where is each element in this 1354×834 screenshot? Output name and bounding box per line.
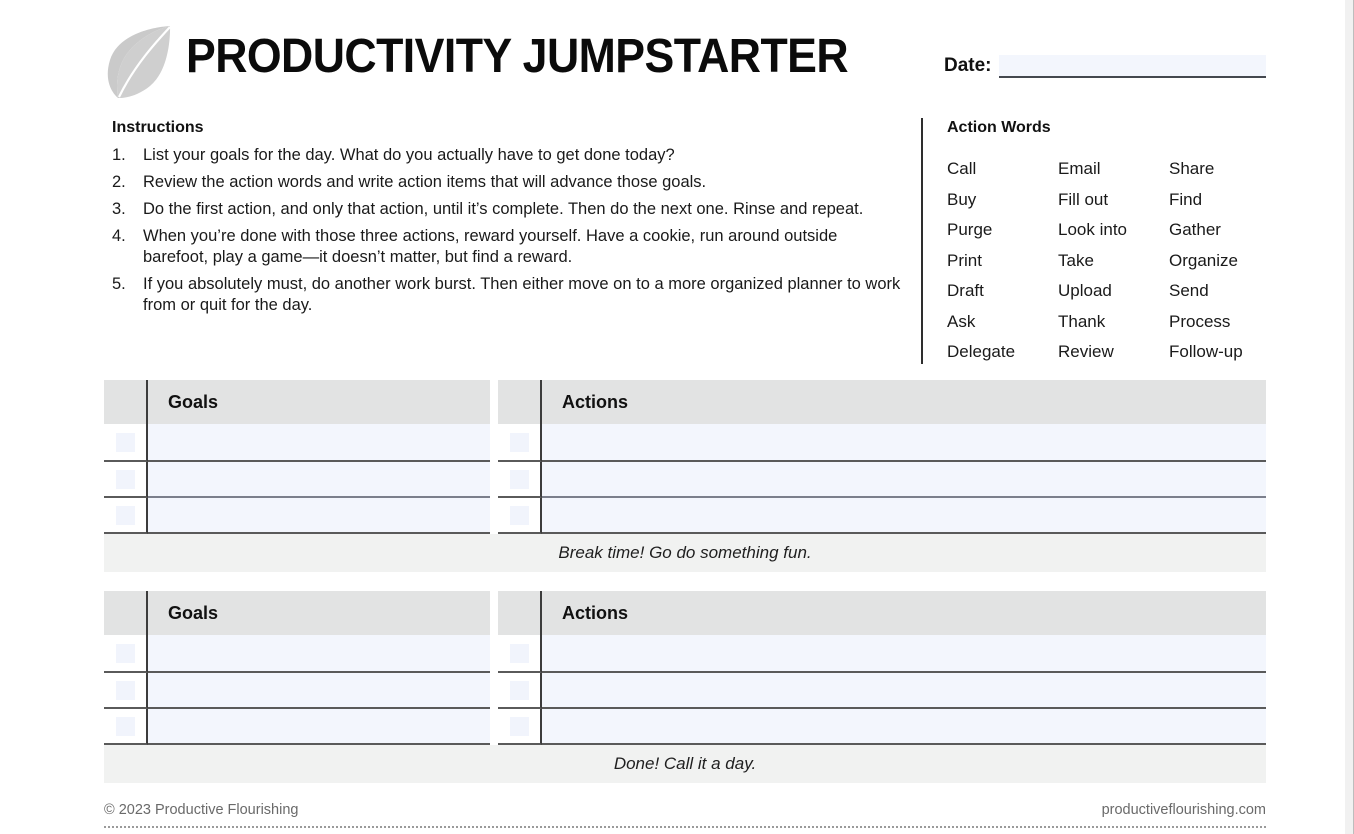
goals-header-cell	[148, 380, 490, 424]
page-title: PRODUCTIVITY JUMPSTARTER	[186, 30, 849, 83]
action-word: Take	[1058, 250, 1094, 270]
goal-entry-pane	[104, 424, 490, 462]
footer-dotted-rule	[104, 826, 1266, 828]
action-entry-pane	[498, 498, 1266, 534]
table-header-row	[104, 591, 1266, 635]
date-input[interactable]	[999, 55, 1266, 78]
pane-gap	[490, 424, 498, 462]
done-message-text: Done! Call it a day.	[613, 754, 757, 773]
break-message-text: Break time! Go do something fun.	[558, 543, 812, 562]
checkbox-icon[interactable]	[510, 506, 529, 525]
instructions-list	[112, 145, 907, 316]
action-checkbox-cell[interactable]	[498, 462, 542, 498]
footer-bar	[104, 802, 1266, 826]
checkbox-icon[interactable]	[510, 717, 529, 736]
action-word: Delegate	[947, 342, 1016, 361]
table-row	[104, 673, 1266, 709]
checkbox-icon[interactable]	[510, 470, 529, 489]
action-word: Thank	[1058, 311, 1106, 331]
goal-checkbox-cell[interactable]	[104, 709, 148, 745]
goals-header-pane	[104, 380, 490, 424]
action-checkbox-cell[interactable]	[498, 673, 542, 709]
action-words-heading: Action Words	[947, 119, 1051, 136]
table-row	[104, 424, 1266, 462]
leaf-icon	[104, 24, 178, 100]
action-word: Ask	[947, 311, 976, 331]
action-entry-pane	[498, 462, 1266, 498]
actions-header-pane	[498, 380, 1266, 424]
break-message-row	[104, 534, 1266, 572]
instruction-item	[112, 172, 907, 193]
instruction-number: 5.	[112, 275, 126, 293]
action-word: Find	[1169, 189, 1203, 209]
action-word: Gather	[1169, 220, 1221, 239]
page-header	[104, 22, 1266, 96]
goal-write-line[interactable]	[148, 673, 490, 709]
action-checkbox-cell[interactable]	[498, 498, 542, 534]
actions-header-cell	[542, 591, 1266, 635]
action-entry-pane	[498, 424, 1266, 462]
actions-column-title: Actions	[562, 603, 629, 623]
goal-entry-pane	[104, 673, 490, 709]
checkbox-icon[interactable]	[116, 506, 135, 525]
goal-checkbox-cell[interactable]	[104, 673, 148, 709]
date-label: Date:	[944, 55, 992, 76]
instruction-number: 1.	[112, 146, 126, 164]
goals-column-title: Goals	[168, 392, 219, 412]
instruction-number: 2.	[112, 173, 126, 191]
goals-header-pane	[104, 591, 490, 635]
action-write-line[interactable]	[542, 673, 1266, 709]
goal-entry-pane	[104, 635, 490, 673]
checkbox-icon[interactable]	[116, 681, 135, 700]
action-word: Print	[947, 250, 982, 270]
action-write-line[interactable]	[542, 635, 1266, 673]
action-checkbox-cell[interactable]	[498, 709, 542, 745]
action-word: Email	[1058, 159, 1101, 178]
action-checkbox-cell[interactable]	[498, 424, 542, 462]
action-word: Send	[1169, 281, 1209, 300]
instruction-text: List your goals for the day. What do you actually have to get done today?	[143, 146, 675, 164]
instruction-text: Review the action words and write action items that will advance those goals.	[143, 173, 707, 191]
goal-write-line[interactable]	[148, 635, 490, 673]
instructions-heading: Instructions	[112, 119, 204, 136]
goal-write-line[interactable]	[148, 424, 490, 462]
pane-gap	[490, 591, 498, 635]
copyright-text: © 2023 Productive Flourishing	[104, 802, 299, 818]
checkbox-icon[interactable]	[510, 644, 529, 663]
pane-gap	[490, 462, 498, 498]
action-word: Share	[1169, 159, 1215, 178]
table-header-row	[104, 380, 1266, 424]
action-word: Look into	[1058, 220, 1127, 239]
actions-header-cell	[542, 380, 1266, 424]
pane-gap	[490, 635, 498, 673]
instruction-item	[112, 274, 907, 316]
goal-checkbox-cell[interactable]	[104, 635, 148, 673]
instruction-number: 3.	[112, 200, 126, 218]
actions-column-title: Actions	[562, 392, 629, 412]
action-write-line[interactable]	[542, 424, 1266, 462]
table-row	[104, 498, 1266, 534]
goal-checkbox-cell[interactable]	[104, 498, 148, 534]
goal-entry-pane	[104, 498, 490, 534]
goal-write-line[interactable]	[148, 462, 490, 498]
action-word: Draft	[947, 281, 984, 300]
checkbox-header-cell	[498, 591, 542, 635]
goals-column-title: Goals	[168, 603, 219, 623]
website-text: productiveflourishing.com	[1101, 802, 1266, 818]
action-word: Buy	[947, 189, 977, 209]
action-word: Process	[1169, 311, 1231, 331]
goal-write-line[interactable]	[148, 709, 490, 745]
pane-gap	[490, 673, 498, 709]
action-entry-pane	[498, 709, 1266, 745]
pane-gap	[490, 380, 498, 424]
table-row	[104, 635, 1266, 673]
action-word: Upload	[1058, 281, 1112, 300]
goal-checkbox-cell[interactable]	[104, 424, 148, 462]
checkbox-icon[interactable]	[510, 681, 529, 700]
action-write-line[interactable]	[542, 462, 1266, 498]
goal-entry-pane	[104, 462, 490, 498]
instruction-item	[112, 145, 907, 166]
page-footer	[104, 802, 1266, 828]
action-word: Purge	[947, 220, 993, 239]
checkbox-header-cell	[104, 591, 148, 635]
action-word: Call	[947, 159, 977, 178]
instruction-text: Do the first action, and only that action, until it’s complete. Then do the next one. Rinse and repeat.	[143, 200, 864, 218]
checkbox-icon[interactable]	[116, 470, 135, 489]
instruction-number: 4.	[112, 227, 126, 245]
instruction-text: If you absolutely must, do another work burst. Then either move on to a more organized planner to work from or quit for the day.	[143, 275, 901, 314]
instruction-item	[112, 199, 907, 220]
instructions-section	[112, 118, 907, 322]
instruction-text: When you’re done with those three actions, reward yourself. Have a cookie, run around outside barefoot, play a game—it doesn’t matter, but find a reward.	[143, 227, 838, 266]
checkbox-icon[interactable]	[510, 433, 529, 452]
goal-entry-pane	[104, 709, 490, 745]
checkbox-icon[interactable]	[116, 717, 135, 736]
goal-write-line[interactable]	[148, 498, 490, 534]
action-write-line[interactable]	[542, 498, 1266, 534]
checkbox-header-cell	[498, 380, 542, 424]
table-row	[104, 709, 1266, 745]
actions-header-pane	[498, 591, 1266, 635]
checkbox-icon[interactable]	[116, 644, 135, 663]
action-entry-pane	[498, 673, 1266, 709]
goals-header-cell	[148, 591, 490, 635]
goal-checkbox-cell[interactable]	[104, 462, 148, 498]
action-write-line[interactable]	[542, 709, 1266, 745]
done-message-row	[104, 745, 1266, 783]
work-block-1	[104, 380, 1266, 572]
action-words-panel	[921, 118, 1271, 364]
instruction-item	[112, 226, 907, 268]
pane-gap	[490, 709, 498, 745]
action-words-grid	[947, 154, 1271, 368]
action-checkbox-cell[interactable]	[498, 635, 542, 673]
action-word: Organize	[1169, 250, 1238, 270]
action-word: Review	[1058, 342, 1114, 361]
work-block-2	[104, 591, 1266, 783]
date-field-group	[944, 54, 1266, 78]
action-word: Follow-up	[1169, 342, 1243, 361]
checkbox-header-cell	[104, 380, 148, 424]
table-row	[104, 462, 1266, 498]
checkbox-icon[interactable]	[116, 433, 135, 452]
action-word: Fill out	[1058, 189, 1109, 209]
action-entry-pane	[498, 635, 1266, 673]
pane-gap	[490, 498, 498, 534]
